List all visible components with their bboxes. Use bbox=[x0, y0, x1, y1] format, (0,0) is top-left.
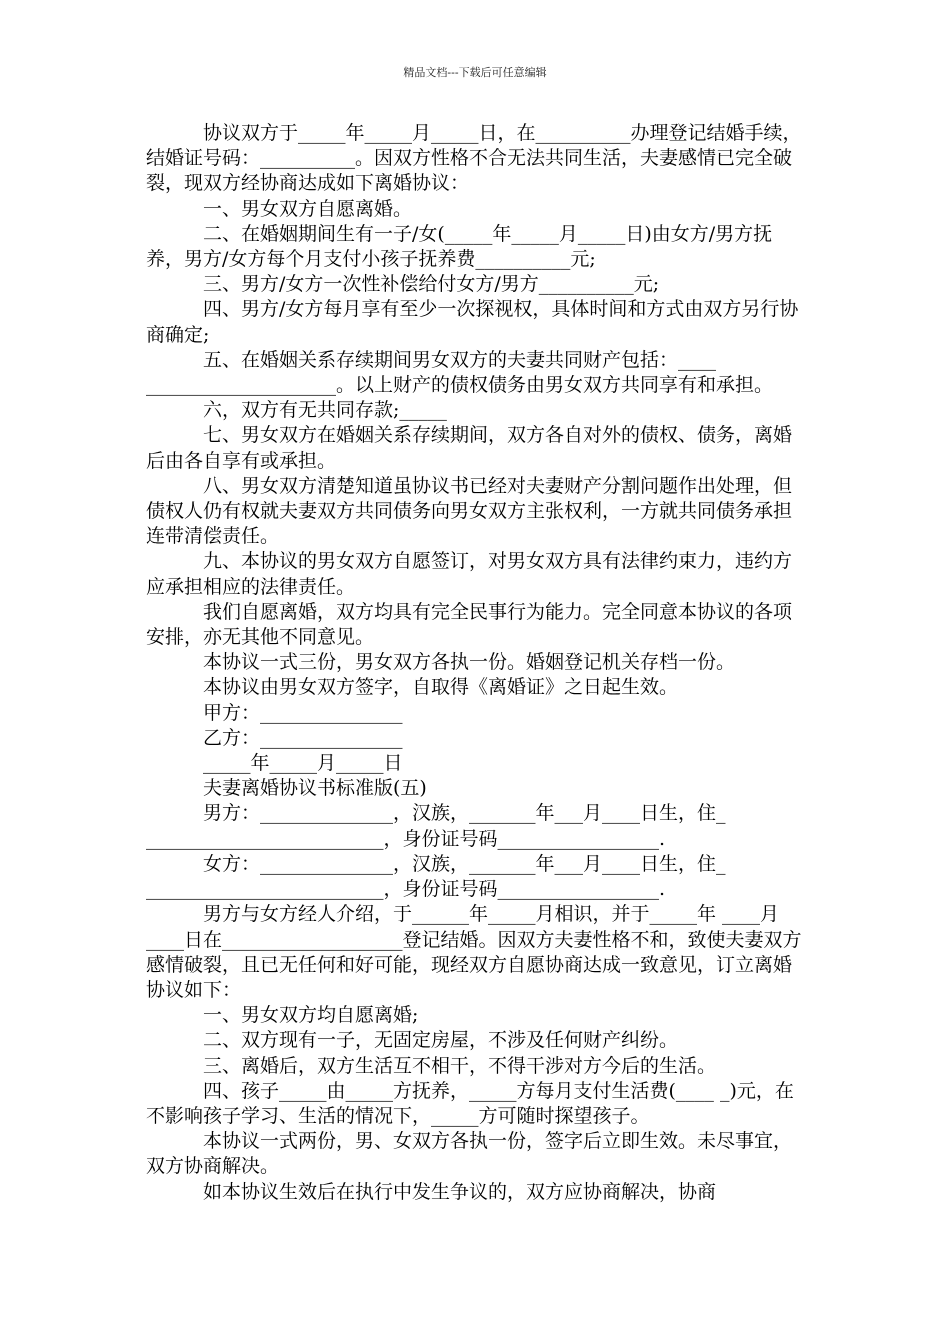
paragraph: 男方：______________，汉族，_______年___月____日生，住_ _________________________，身份证号码_________________. bbox=[146, 802, 732, 850]
paragraph: 三、离婚后，双方生活互不相干，不得干涉对方今后的生活。 bbox=[203, 1054, 717, 1077]
paragraph: 五、在婚姻关系存续期间男女双方的夫妻共同财产包括：____ ____________________。以上财产的债权债务由男女双方共同享有和承担。 bbox=[146, 348, 774, 397]
paragraph: 二、双方现有一子，无固定房屋，不涉及任何财产纠纷。 bbox=[203, 1029, 679, 1052]
paragraph: 夫妻离婚协议书标准版(五) bbox=[203, 777, 427, 800]
paragraph: 女方：______________，汉族，_______年___月____日生，住_ _________________________，身份证号码_________________. bbox=[146, 852, 732, 901]
paragraph: 八、男女双方清楚知道虽协议书已经对夫妻财产分割问题作出处理，但债权人仍有权就夫妻双方共同债务向男女双方主张权利，一方就共同债务承担连带清偿责任。 bbox=[146, 474, 793, 548]
paragraph: 甲方：_______________ bbox=[203, 701, 403, 724]
paragraph: 一、男女双方均自愿离婚; bbox=[203, 1004, 419, 1027]
paragraph: 六，双方有无共同存款;_____ bbox=[203, 399, 447, 422]
page-header: 精品文档---下载后可任意编辑 bbox=[403, 66, 547, 79]
paragraph: 二、在婚姻期间生有一子/女(_____年_____月_____日)由女方/男方抚养，男方/女方每个月支付小孩子抚养费__________元; bbox=[146, 222, 773, 271]
paragraph: 本协议由男女双方签字，自取得《离婚证》之日起生效。 bbox=[203, 676, 679, 699]
paragraph: 三、男方/女方一次性补偿给付女方/男方__________元; bbox=[203, 273, 660, 296]
paragraph: 九、本协议的男女双方自愿签订，对男女双方具有法律约束力，违约方应承担相应的法律责任。 bbox=[146, 550, 793, 598]
paragraph: 男方与女方经人介绍，于______年_____月相识，并于_____年 ____月____日在___________________登记结婚。因双方夫妻性格不和，致使夫妻双方感情破裂，且已无任何和好可能，现经双方自愿协商达成一致意见，订立离婚协议如下： bbox=[146, 903, 802, 1001]
document-body bbox=[146, 121, 810, 1205]
paragraph: 如本协议生效后在执行中发生争议的，双方应协商解决，协商 bbox=[203, 1180, 717, 1203]
paragraph: 四、男方/女方每月享有至少一次探视权，具体时间和方式由双方另行协商确定; bbox=[146, 298, 799, 346]
paragraph: 协议双方于_____年_____月_____日，在__________办理登记结婚手续，结婚证号码：__________。因双方性格不合无法共同生活，夫妻感情已完全破裂，现双方经协商达成如下离婚协议： bbox=[146, 122, 802, 195]
paragraph: 七、男女双方在婚姻关系存续期间，双方各自对外的债权、债务，离婚后由各自享有或承担。 bbox=[146, 424, 793, 472]
paragraph: 本协议一式三份，男女双方各执一份。婚姻登记机关存档一份。 bbox=[203, 651, 736, 674]
paragraph: _____年_____月_____日 bbox=[203, 752, 403, 775]
paragraph: 一、男女双方自愿离婚。 bbox=[203, 197, 413, 220]
paragraph: 乙方：_______________ bbox=[203, 726, 403, 749]
paragraph: 我们自愿离婚，双方均具有完全民事行为能力。完全同意本协议的各项安排，亦无其他不同意见。 bbox=[146, 600, 793, 649]
paragraph: 本协议一式两份，男、女双方各执一份，签字后立即生效。未尽事宜，双方协商解决。 bbox=[146, 1130, 793, 1178]
paragraph: 四、孩子_____由_____方抚养，_____方每月支付生活费(____ _)元，在不影响孩子学习、生活的情况下，_____方可随时探望孩子。 bbox=[146, 1079, 794, 1127]
